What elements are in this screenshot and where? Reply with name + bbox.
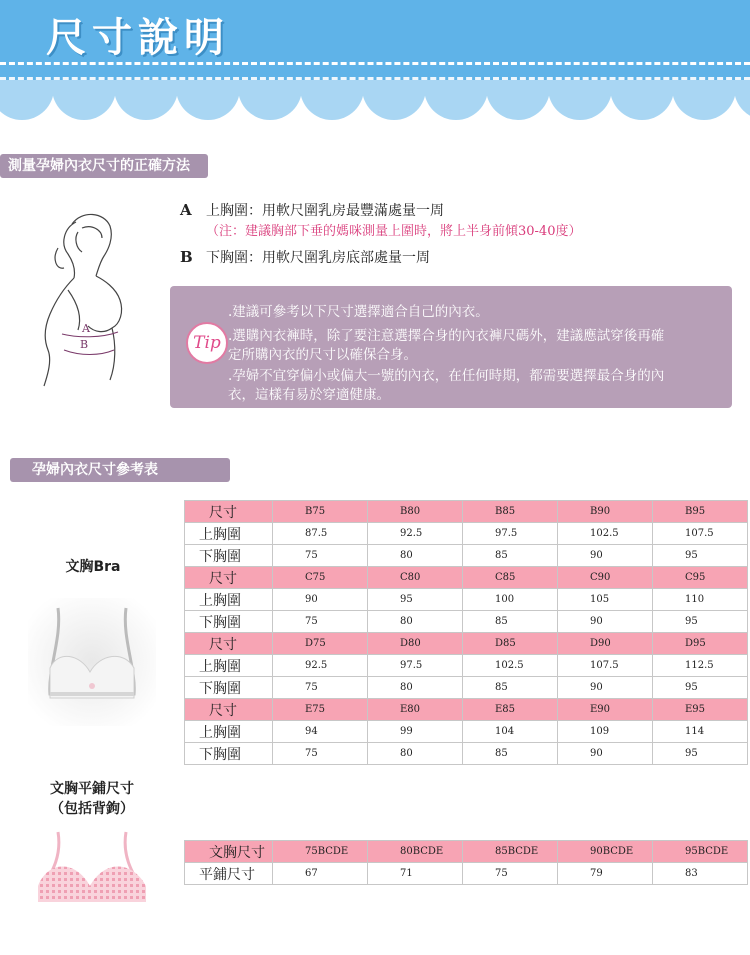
scallop-edge (0, 80, 750, 125)
table-cell: B90 (558, 501, 653, 523)
table-header-row (185, 841, 748, 863)
table-cell: 75 (273, 611, 368, 633)
table-cell: 85 (463, 545, 558, 567)
row-label: 尺寸 (185, 501, 273, 523)
table-row (185, 523, 748, 545)
row-label: 尺寸 (185, 699, 273, 721)
tip-line: 定所購內衣的尺寸以確保合身。 (228, 347, 417, 363)
table-cell: 71 (368, 863, 463, 885)
table-cell: 79 (558, 863, 653, 885)
measure-a-letter: A (180, 201, 192, 219)
table-cell: C90 (558, 567, 653, 589)
measure-b (180, 247, 430, 267)
table-cell: 104 (463, 721, 558, 743)
tip-line: .孕婦不宜穿偏小或偏大一號的內衣，在任何時期，都需要選擇最合身的內 (228, 368, 665, 384)
table-row (185, 721, 748, 743)
table-cell: 112.5 (653, 655, 748, 677)
table-cell: C80 (368, 567, 463, 589)
product-label-bra: 文胸Bra (65, 559, 121, 575)
table-header-row (185, 633, 748, 655)
row-label: 上胸圍 (185, 523, 273, 545)
table-cell: 87.5 (273, 523, 368, 545)
tip-badge: Tip (186, 322, 228, 364)
table-cell: D90 (558, 633, 653, 655)
table-cell: 85 (463, 677, 558, 699)
figure-label-a: A (82, 322, 90, 335)
table-cell: 94 (273, 721, 368, 743)
table-cell: 100 (463, 589, 558, 611)
row-label: 下胸圍 (185, 743, 273, 765)
size-table (184, 500, 748, 765)
bra-photo (28, 598, 156, 726)
table-cell: D85 (463, 633, 558, 655)
table-cell: C85 (463, 567, 558, 589)
table-cell: 105 (558, 589, 653, 611)
table-header-row (185, 699, 748, 721)
header-banner (0, 0, 750, 125)
row-label: 上胸圍 (185, 589, 273, 611)
table-cell: C95 (653, 567, 748, 589)
table-cell: D80 (368, 633, 463, 655)
table-cell: 85 (463, 743, 558, 765)
table-cell: 85 (463, 611, 558, 633)
table-header-row (185, 567, 748, 589)
table-cell: 83 (653, 863, 748, 885)
row-label: 文胸尺寸 (185, 841, 273, 863)
tip-line: .建議可參考以下尺寸選擇適合自己的內衣。 (228, 304, 489, 320)
table-row (185, 677, 748, 699)
row-label: 下胸圍 (185, 611, 273, 633)
table-cell: 90 (558, 611, 653, 633)
table-cell: 107.5 (558, 655, 653, 677)
flat-bra-photo (22, 830, 162, 912)
measure-a (180, 200, 444, 220)
table-cell: 90 (558, 677, 653, 699)
row-label: 上胸圍 (185, 721, 273, 743)
table-cell: B85 (463, 501, 558, 523)
section-title-measure: 測量孕婦內衣尺寸的正確方法 (0, 154, 208, 178)
table-cell: 80 (368, 545, 463, 567)
table-cell: 97.5 (368, 655, 463, 677)
table-cell: E90 (558, 699, 653, 721)
table-row (185, 611, 748, 633)
table-cell: 80 (368, 611, 463, 633)
table-cell: 95 (653, 611, 748, 633)
table-cell: B95 (653, 501, 748, 523)
table-cell: 95 (653, 677, 748, 699)
table-cell: 107.5 (653, 523, 748, 545)
table-cell: 80 (368, 743, 463, 765)
table-cell: 97.5 (463, 523, 558, 545)
row-label: 平鋪尺寸 (185, 863, 273, 885)
table-row (185, 743, 748, 765)
table-row (185, 863, 748, 885)
table-row (185, 655, 748, 677)
measure-note: （注：建議胸部下垂的媽咪測量上圍時，將上半身前傾30-40度） (206, 224, 582, 239)
table-cell: 75 (463, 863, 558, 885)
row-label: 尺寸 (185, 633, 273, 655)
measure-b-text: 下胸圍：用軟尺圍乳房底部處量一周 (206, 250, 430, 266)
table-cell: 80BCDE (368, 841, 463, 863)
table-header-row (185, 501, 748, 523)
tip-line: 衣，這樣有易於穿適健康。 (228, 387, 390, 403)
table-row (185, 589, 748, 611)
table-cell: 80 (368, 677, 463, 699)
table-cell: 75 (273, 743, 368, 765)
table-cell: 90BCDE (558, 841, 653, 863)
table-row (185, 545, 748, 567)
table-cell: 90 (273, 589, 368, 611)
table-cell: 102.5 (558, 523, 653, 545)
table-cell: 95 (653, 545, 748, 567)
table-cell: 92.5 (368, 523, 463, 545)
table-cell: C75 (273, 567, 368, 589)
table-cell: D95 (653, 633, 748, 655)
page-title: 尺寸說明 (46, 15, 230, 61)
table-cell: 109 (558, 721, 653, 743)
table-cell: B80 (368, 501, 463, 523)
table-cell: D75 (273, 633, 368, 655)
product-label-flat-line1: 文胸平鋪尺寸 (50, 781, 134, 797)
figure-label-b: B (80, 338, 89, 351)
table-cell: 85BCDE (463, 841, 558, 863)
table-cell: E95 (653, 699, 748, 721)
table-cell: 95BCDE (653, 841, 748, 863)
row-label: 下胸圍 (185, 677, 273, 699)
body-measurement-illustration (38, 208, 158, 398)
table-cell: 110 (653, 589, 748, 611)
table-cell: E80 (368, 699, 463, 721)
table-cell: 92.5 (273, 655, 368, 677)
table-cell: 99 (368, 721, 463, 743)
table-cell: 67 (273, 863, 368, 885)
table-cell: B75 (273, 501, 368, 523)
table-cell: E85 (463, 699, 558, 721)
table-cell: 90 (558, 545, 653, 567)
table-cell: E75 (273, 699, 368, 721)
row-label: 下胸圍 (185, 545, 273, 567)
table-cell: 75 (273, 545, 368, 567)
table-cell: 75BCDE (273, 841, 368, 863)
section-title-size-chart: 孕婦內衣尺寸參考表 (10, 458, 230, 482)
row-label: 上胸圍 (185, 655, 273, 677)
flat-size-table (184, 840, 748, 885)
table-cell: 75 (273, 677, 368, 699)
table-cell: 95 (653, 743, 748, 765)
table-cell: 95 (368, 589, 463, 611)
tip-line: .選購內衣褲時，除了要注意選擇合身的內衣褲尺碼外，建議應試穿後再確 (228, 328, 665, 344)
table-cell: 102.5 (463, 655, 558, 677)
table-cell: 90 (558, 743, 653, 765)
table-cell: 114 (653, 721, 748, 743)
measure-a-text: 上胸圍：用軟尺圍乳房最豐滿處量一周 (206, 203, 444, 219)
measure-b-letter: B (180, 248, 193, 266)
product-label-flat-line2: （包括背鉤） (50, 801, 134, 817)
row-label: 尺寸 (185, 567, 273, 589)
